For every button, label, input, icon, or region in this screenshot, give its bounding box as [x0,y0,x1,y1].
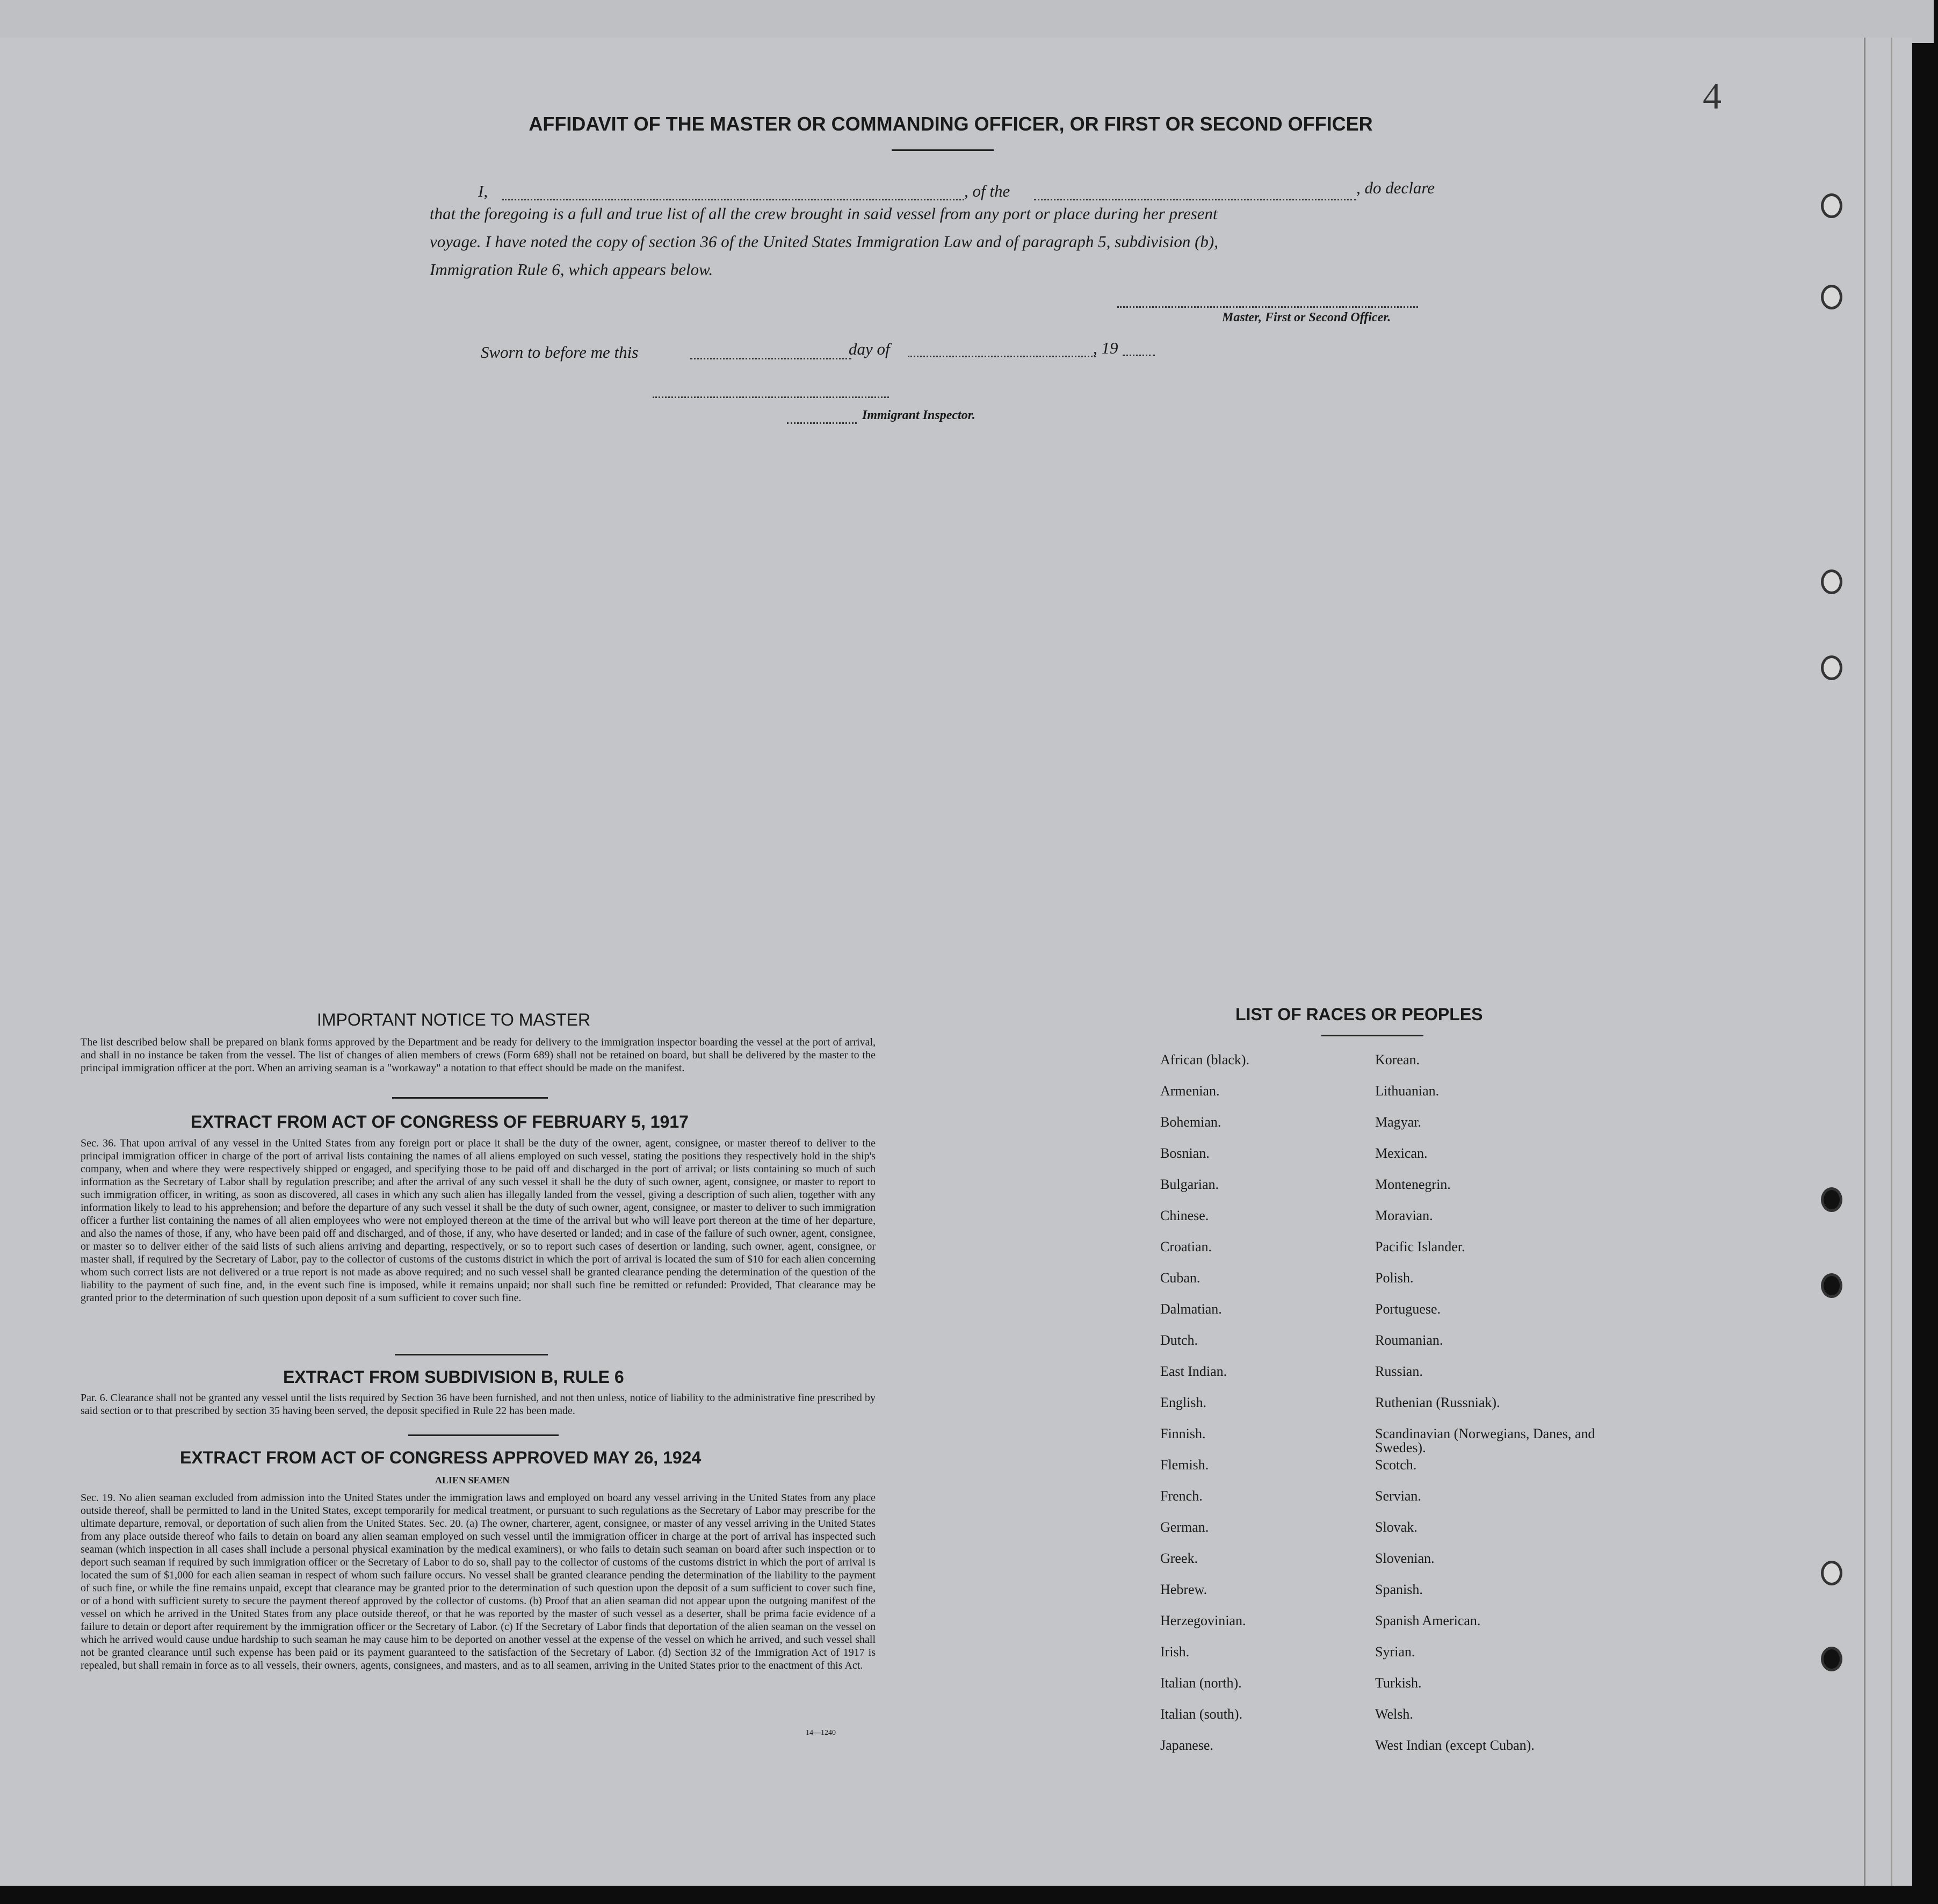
extract-rule6-title: EXTRACT FROM SUBDIVISION B, RULE 6 [283,1367,624,1387]
extract-1917-title: EXTRACT FROM ACT OF CONGRESS OF FEBRUARY 5, 1917 [191,1112,689,1131]
race-item: Spanish. [1375,1582,1423,1597]
notice-title: IMPORTANT NOTICE TO MASTER [317,1010,591,1029]
race-item: Italian (north). [1160,1675,1242,1691]
form-number: 14—1240 [806,1729,836,1737]
edge-line-1 [1864,38,1865,1886]
master-signature-blank [1117,306,1418,308]
race-item: Russian. [1375,1364,1423,1379]
race-item: Finnish. [1160,1426,1206,1441]
race-item: Dalmatian. [1160,1301,1222,1317]
title-rule [892,149,994,151]
binder-hole-3 [1821,569,1842,594]
affidavit-title: AFFIDAVIT OF THE MASTER OR COMMANDING OFFICER, OR FIRST OR SECOND OFFICER [529,113,1373,135]
inspector-signature-blank [653,396,889,398]
month-blank [908,356,1096,357]
edge-line-2 [1891,38,1892,1886]
document-page [0,38,1912,1886]
race-item: West Indian (except Cuban). [1375,1737,1535,1753]
race-item: Dutch. [1160,1332,1198,1348]
affidavit-line2: that the foregoing is a full and true list of all the crew brought in said vessel from any port or place during her present [430,204,1218,223]
race-item: Herzegovinian. [1160,1613,1246,1628]
notice-body: The list described below shall be prepared on blank forms approved by the Department and be ready for delivery to the immigration inspector boarding the vessel at the port of arrival, and shall in no instance be taken from the vessel. The list of changes of alien members of crews (Form 689) shall not be retained on board, but shall be delivered by the master to the principal immigration officer at the port. When an arriving seaman is a "workaway" a notation to that effect should be made on the manifest. [81,1036,876,1074]
page-number: 4 [1703,76,1722,117]
binder-hole-4 [1821,655,1842,680]
race-item: Turkish. [1375,1675,1422,1691]
binder-hole-7 [1821,1561,1842,1585]
race-item: Montenegrin. [1375,1177,1451,1192]
race-item: Servian. [1375,1488,1421,1504]
race-item: Croatian. [1160,1239,1212,1254]
rule-1 [392,1097,548,1099]
race-item: Bosnian. [1160,1145,1210,1161]
rule-2 [395,1354,548,1355]
race-item: Welsh. [1375,1706,1413,1722]
extract-1924-body: Sec. 19. No alien seaman excluded from admission into the United States under the immigration laws and employed on board any vessel arriving in the United States from any place outside thereof, shall be permitted to land in the United States, except temporarily for medical treatment, or pursuant to such regulations as the Secretary of Labor may prescribe for the ultimate departure, removal, or deportation of such alien from the United States. Sec. 20. (a) The owner, charterer, agent, consignee, or master of any vessel arriving in the United States from any place outside thereof who fails to detain on board any alien seaman employed on such vessel until the immigration officer in charge at the port of arrival has inspected such seaman (which inspection in all cases shall include a personal physical examination by the medical examiners), or who fails to detain such seaman on board after such inspection or to deport such seaman if required by such immigration officer or the Secretary of Labor to do so, shall pay to the collector of customs of the customs district in which the port of arrival is located the sum of $1,000 for each alien seaman in respect of whom such failure occurs. No vessel shall be granted clearance pending the determination of the liability to the payment of such fine, or while the fine remains unpaid, except that clearance may be granted prior to the determination of such question upon the deposit of a sum sufficient to cover such fine, or of a bond with sufficient surety to secure the payment thereof approved by the collector of customs. (b) Proof that an alien seaman did not appear upon the outgoing manifest of the vessel on which he arrived in the United States from any place outside thereof, or that he was reported by the master of such vessel as a deserter, shall be prima facie evidence of a failure to detain or deport after requirement by the immigration officer or the Secretary of Labor. (c) If the Secretary of Labor finds that deportation of the alien seaman on the vessel on which he arrived would cause undue hardship to such seaman he may cause him to be deported on another vessel at the expense of the vessel on which he arrived, and such vessel shall not be granted clearance until such expense has been paid or its payment guaranteed to the satisfaction of the Secretary of Labor. (d) Section 32 of the Immigration Act of 1917 is repealed, but shall remain in force as to all vessels, their owners, agents, consignees, and masters, and as to all seamen, arriving in the United States prior to the enactment of this Act. [81,1492,876,1671]
race-item: Slovak. [1375,1519,1418,1535]
races-title: LIST OF RACES OR PEOPLES [1235,1005,1483,1024]
affidavit-i: I, [478,182,488,200]
day-of-label: day of [849,340,890,358]
race-item: Portuguese. [1375,1301,1441,1317]
race-item: Scandinavian (Norwegians, Danes, and Swedes). [1375,1426,1595,1455]
inspector-dots [787,422,857,424]
affidavit-of-the: , of the [964,182,1010,200]
affidavit-line3: voyage. I have noted the copy of section 36 of the United States Immigration Law and of paragraph 5, subdivision (b), [430,232,1218,251]
race-item: German. [1160,1519,1209,1535]
race-item: English. [1160,1395,1206,1410]
race-item: Korean. [1375,1052,1420,1068]
race-item: Hebrew. [1160,1582,1207,1597]
sworn-label: Sworn to before me this [481,343,639,362]
extract-1924-title: EXTRACT FROM ACT OF CONGRESS APPROVED MAY 26, 1924 [180,1448,702,1467]
race-item: Moravian. [1375,1208,1433,1223]
race-item: Flemish. [1160,1457,1209,1473]
year-label: , 19 [1093,338,1118,357]
master-label: Master, First or Second Officer. [1222,311,1391,324]
race-item: Japanese. [1160,1737,1213,1753]
binder-hole-8 [1821,1647,1842,1671]
race-item: Cuban. [1160,1270,1201,1286]
race-item: Italian (south). [1160,1706,1243,1722]
affidavit-declare: , do declare [1356,178,1435,197]
race-item: Scotch. [1375,1457,1417,1473]
vessel-blank [1034,199,1356,200]
race-item: Magyar. [1375,1114,1421,1130]
race-item: East Indian. [1160,1364,1227,1379]
race-item: Spanish American. [1375,1613,1481,1628]
race-item: Bulgarian. [1160,1177,1219,1192]
race-item: Chinese. [1160,1208,1209,1223]
race-item: Polish. [1375,1270,1414,1286]
race-item: Mexican. [1375,1145,1428,1161]
binder-hole-6 [1821,1273,1842,1298]
affidavit-line4: Immigration Rule 6, which appears below. [430,260,713,279]
binder-hole-2 [1821,285,1842,309]
race-item: Greek. [1160,1550,1198,1566]
race-item: Roumanian. [1375,1332,1443,1348]
race-item: Armenian. [1160,1083,1220,1099]
extract-1917-body: Sec. 36. That upon arrival of any vessel in the United States from any foreign port or place it shall be the duty of the owner, agent, consignee, or master thereof to deliver to the principal immigration officer in charge of the port of arrival lists containing the names of all aliens employed on such vessel, stating the positions they respectively hold in the ship's company, when and where they were respectively shipped or engaged, and specifying those to be paid off and discharged in the port of arrival; or lists containing so much of such information as the Secretary of Labor shall by regulation prescribe; and after the arrival of any such vessel it shall be the duty of such owner, agent, consignee, or master to report to such immigration officer, in writing, as soon as discovered, all cases in which any such alien has illegally landed from the vessel, giving a description of such alien, together with any information likely to lead to his apprehension; and before the departure of any such vessel it shall be the duty of such owner, agent, consignee, or master to deliver to such immigration officer a further list containing the names of all alien employees who were not employed thereon at the time of the arrival but who will leave port thereon at the time of her departure, and also the names of those, if any, who have been paid off and discharged, and of those, if any, who have deserted or landed; and in case of the failure of such owner, agent, consignee, or master so to deliver either of the said lists of such aliens arriving and departing, respectively, or so to report such cases of desertion or landing, such owner, agent, consignee, or master shall, if required by the Secretary of Labor, pay to the collector of customs of the customs district in which the port of arrival is located the sum of $10 for each alien concerning whom such correct lists are not delivered or a true report is not made as above required; and no such vessel shall be granted clearance pending the determination of the question of the liability to the payment of such fine, and, in the event such fine is imposed, while it remains unpaid; nor shall such fine be remitted or refunded: Provided, That clearance may be granted prior to the determination of such question upon deposit of a sum sufficient to cover such fine. [81,1137,876,1304]
race-item: African (black). [1160,1052,1250,1068]
binder-hole-5 [1821,1187,1842,1212]
race-item: Irish. [1160,1644,1190,1660]
race-item: Lithuanian. [1375,1083,1440,1099]
race-item: Bohemian. [1160,1114,1221,1130]
rule-3 [408,1434,559,1436]
inspector-label: Immigrant Inspector. [862,408,975,422]
year-blank [1123,355,1155,356]
race-item: Pacific Islander. [1375,1239,1465,1254]
name-blank [502,199,964,200]
race-item: Slovenian. [1375,1550,1435,1566]
sworn-day-blank [690,358,851,359]
binder-hole-1 [1821,193,1842,218]
race-item: Ruthenian (Russniak). [1375,1395,1500,1410]
race-item: French. [1160,1488,1203,1504]
extract-1924-subtitle: ALIEN SEAMEN [435,1475,510,1485]
extract-rule6-body: Par. 6. Clearance shall not be granted any vessel until the lists required by Section 36 have been furnished, and not then unless, notice of liability to the administrative fine prescribed by said section or to that prescribed by section 35 having been served, the deposit specified in Rule 22 has been made. [81,1392,876,1417]
sheet-top-edge [0,0,1934,43]
races-rule [1321,1035,1423,1036]
race-item: Syrian. [1375,1644,1415,1660]
